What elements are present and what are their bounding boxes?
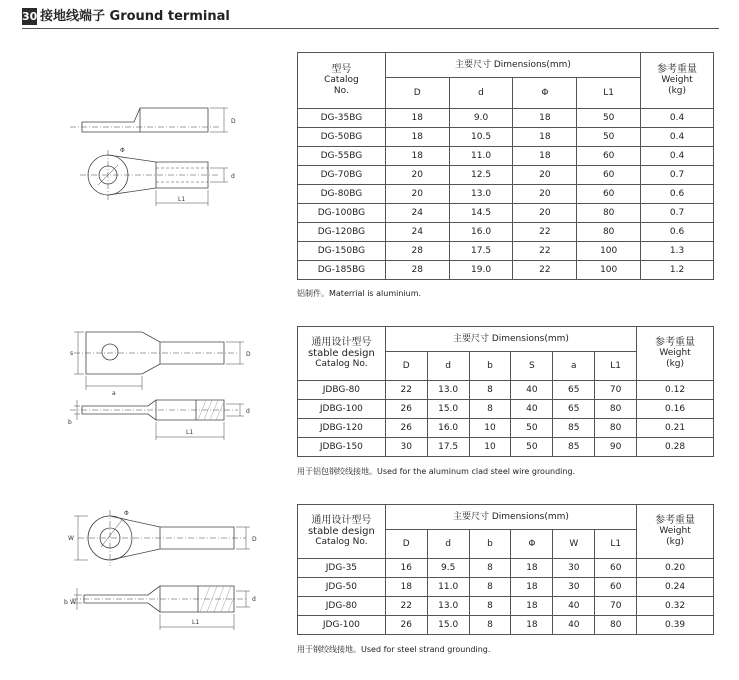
label-W: W	[70, 599, 76, 606]
column-header: D	[385, 530, 427, 559]
table-row	[298, 597, 714, 616]
cell: 50	[577, 109, 641, 128]
label-b: b	[64, 599, 68, 606]
cell: 40	[511, 381, 553, 400]
label-d: d	[246, 408, 250, 415]
cell: 20	[385, 185, 449, 204]
dimensions-header: 主要尺寸 Dimensions(mm)	[385, 53, 640, 78]
cell: 70	[595, 381, 637, 400]
cell: 65	[553, 400, 595, 419]
cell: 10	[469, 419, 511, 438]
cell: JDBG-120	[298, 419, 386, 438]
cell: 13.0	[449, 185, 513, 204]
cell: 16.0	[427, 419, 469, 438]
cell: 18	[385, 578, 427, 597]
cell: 22	[513, 242, 577, 261]
cell: 8	[469, 559, 511, 578]
cell: DG-55BG	[298, 147, 386, 166]
table2-note: 用于铝包钢绞线接地。Used for the aluminum clad steel wire grounding.	[297, 467, 576, 476]
cell: 11.0	[449, 147, 513, 166]
label-D: D	[231, 118, 236, 125]
column-header: L1	[595, 530, 637, 559]
cell: 0.4	[641, 147, 714, 166]
table-jdbg	[297, 326, 714, 457]
cell: 13.0	[427, 381, 469, 400]
catalog-header-en1: stable design	[307, 526, 375, 537]
cell: 26	[385, 400, 427, 419]
cell: 80	[595, 400, 637, 419]
label-L1: L1	[178, 196, 186, 203]
label-b: b	[68, 419, 72, 426]
cell: 20	[513, 204, 577, 223]
table-row	[298, 166, 714, 185]
cell: 24	[385, 204, 449, 223]
weight-header-unit: (kg)	[668, 86, 687, 96]
cell: 18	[511, 597, 553, 616]
cell: 85	[553, 438, 595, 457]
cell: DG-35BG	[298, 109, 386, 128]
cell: 0.4	[641, 128, 714, 147]
cell: 0.24	[637, 578, 714, 597]
cell: 0.12	[637, 381, 714, 400]
cell: 15.0	[427, 400, 469, 419]
weight-header-en: Weight	[659, 526, 691, 536]
cell: 8	[469, 597, 511, 616]
cell: 18	[385, 109, 449, 128]
weight-header-cn: 参考重量	[655, 515, 696, 526]
weight-header	[637, 327, 714, 381]
cell: JDG-50	[298, 578, 386, 597]
cell: 13.0	[427, 597, 469, 616]
cell: 0.16	[637, 400, 714, 419]
cell: 40	[553, 616, 595, 635]
column-header: L1	[577, 78, 641, 109]
cell: 28	[385, 242, 449, 261]
catalog-header	[298, 327, 386, 381]
catalog-header-en2: Catalog No.	[315, 537, 368, 547]
cell: 80	[595, 419, 637, 438]
cell: 11.0	[427, 578, 469, 597]
cell: 60	[595, 559, 637, 578]
cell: 60	[595, 578, 637, 597]
label-D: D	[246, 351, 251, 358]
cell: 100	[577, 261, 641, 280]
cell: 22	[513, 223, 577, 242]
cell: 90	[595, 438, 637, 457]
weight-header-cn: 参考重量	[655, 337, 696, 348]
column-header: W	[553, 530, 595, 559]
cell: 20	[385, 166, 449, 185]
cell: 16.0	[449, 223, 513, 242]
column-header: L1	[595, 352, 637, 381]
section-title: 接地线端子 Ground terminal	[40, 9, 230, 24]
column-header: d	[427, 530, 469, 559]
cell: 40	[511, 400, 553, 419]
cell: 22	[385, 597, 427, 616]
cell: 100	[577, 242, 641, 261]
label-phi: Φ	[120, 147, 125, 154]
cell: 0.39	[637, 616, 714, 635]
cell: 15.0	[427, 616, 469, 635]
column-header: a	[553, 352, 595, 381]
cell: 80	[577, 223, 641, 242]
column-header: b	[469, 352, 511, 381]
table-row	[298, 261, 714, 280]
cell: 8	[469, 578, 511, 597]
column-header: Φ	[513, 78, 577, 109]
table-row	[298, 419, 714, 438]
cell: 18	[385, 147, 449, 166]
cell: 18	[511, 616, 553, 635]
label-W: W	[68, 535, 74, 542]
label-phi: Φ	[124, 510, 129, 517]
cell: 18	[513, 109, 577, 128]
cell: 0.28	[637, 438, 714, 457]
cell: 26	[385, 616, 427, 635]
cell: 65	[553, 381, 595, 400]
table-row	[298, 242, 714, 261]
cell: 14.5	[449, 204, 513, 223]
label-d: d	[231, 173, 235, 180]
cell: DG-50BG	[298, 128, 386, 147]
catalog-header-cn: 型号	[331, 64, 352, 75]
column-header: d	[427, 352, 469, 381]
cell: 22	[385, 381, 427, 400]
cell: 1.2	[641, 261, 714, 280]
cell: 50	[577, 128, 641, 147]
cell: JDG-80	[298, 597, 386, 616]
cell: DG-80BG	[298, 185, 386, 204]
cell: 30	[385, 438, 427, 457]
table-row	[298, 381, 714, 400]
cell: 20	[513, 185, 577, 204]
table1-note: 铝制件。Materrial is aluminium.	[297, 289, 422, 298]
cell: 80	[577, 204, 641, 223]
weight-header	[637, 505, 714, 559]
cell: 80	[595, 616, 637, 635]
cell: 17.5	[427, 438, 469, 457]
cell: DG-70BG	[298, 166, 386, 185]
cell: DG-100BG	[298, 204, 386, 223]
cell: 10.5	[449, 128, 513, 147]
cell: DG-150BG	[298, 242, 386, 261]
catalog-header-en1: Catalog	[324, 75, 359, 85]
cell: 12.5	[449, 166, 513, 185]
label-d: d	[252, 596, 256, 603]
cell: 17.5	[449, 242, 513, 261]
label-s: s	[70, 350, 74, 357]
table-row	[298, 223, 714, 242]
cell: 1.3	[641, 242, 714, 261]
weight-header-en: Weight	[661, 75, 693, 85]
cell: 18	[513, 147, 577, 166]
cell: JDBG-100	[298, 400, 386, 419]
cell: 60	[577, 166, 641, 185]
cell: 30	[553, 578, 595, 597]
cell: JDG-100	[298, 616, 386, 635]
table3-note: 用于钢绞线接地。Used for steel strand grounding.	[297, 645, 491, 654]
weight-header-en: Weight	[659, 348, 691, 358]
table-row	[298, 400, 714, 419]
cell: 8	[469, 616, 511, 635]
cell: 0.7	[641, 204, 714, 223]
drawing-jdg-terminal	[60, 500, 270, 635]
drawing-jdbg-terminal	[60, 320, 270, 445]
cell: 60	[577, 185, 641, 204]
table-row	[298, 578, 714, 597]
weight-header	[641, 53, 714, 109]
column-header: D	[385, 352, 427, 381]
table-row	[298, 438, 714, 457]
cell: 50	[511, 438, 553, 457]
catalog-header-cn: 通用设计型号	[311, 337, 372, 348]
cell: 30	[553, 559, 595, 578]
cell: 85	[553, 419, 595, 438]
cell: 18	[511, 578, 553, 597]
cell: 0.4	[641, 109, 714, 128]
cell: JDBG-80	[298, 381, 386, 400]
cell: 0.6	[641, 185, 714, 204]
cell: 18	[385, 128, 449, 147]
dimensions-header: 主要尺寸 Dimensions(mm)	[385, 505, 636, 530]
section-number: 30	[22, 10, 38, 23]
cell: 40	[553, 597, 595, 616]
drawing-dg-terminal	[60, 100, 270, 215]
cell: 24	[385, 223, 449, 242]
cell: 0.6	[641, 223, 714, 242]
table-dg	[297, 52, 714, 280]
cell: 60	[577, 147, 641, 166]
cell: 10	[469, 438, 511, 457]
weight-header-unit: (kg)	[666, 537, 685, 547]
cell: DG-120BG	[298, 223, 386, 242]
cell: 28	[385, 261, 449, 280]
table-row	[298, 185, 714, 204]
cell: 0.21	[637, 419, 714, 438]
catalog-header	[298, 505, 386, 559]
catalog-header-en2: Catalog No.	[315, 359, 368, 369]
catalog-header-en1: stable design	[307, 348, 375, 359]
table-row	[298, 204, 714, 223]
table-row	[298, 128, 714, 147]
cell: 8	[469, 400, 511, 419]
label-D: D	[252, 536, 257, 543]
cell: 9.5	[427, 559, 469, 578]
cell: 70	[595, 597, 637, 616]
cell: 26	[385, 419, 427, 438]
cell: JDG-35	[298, 559, 386, 578]
cell: 50	[511, 419, 553, 438]
weight-header-cn: 参考重量	[657, 64, 698, 75]
cell: 18	[511, 559, 553, 578]
table-row	[298, 147, 714, 166]
cell: 0.7	[641, 166, 714, 185]
weight-header-unit: (kg)	[666, 359, 685, 369]
catalog-header	[298, 53, 386, 109]
header-divider	[22, 28, 719, 29]
cell: 8	[469, 381, 511, 400]
catalog-header-en2: No.	[333, 86, 349, 96]
table-row	[298, 109, 714, 128]
cell: 22	[513, 261, 577, 280]
dimensions-header: 主要尺寸 Dimensions(mm)	[385, 327, 636, 352]
table-row	[298, 616, 714, 635]
cell: DG-185BG	[298, 261, 386, 280]
column-header: b	[469, 530, 511, 559]
column-header: S	[511, 352, 553, 381]
table-row	[298, 559, 714, 578]
label-a: a	[112, 390, 116, 397]
table-jdg	[297, 504, 714, 635]
column-header: Φ	[511, 530, 553, 559]
column-header: d	[449, 78, 513, 109]
section-header	[22, 8, 719, 30]
cell: 9.0	[449, 109, 513, 128]
cell: 0.32	[637, 597, 714, 616]
cell: 19.0	[449, 261, 513, 280]
cell: 18	[513, 128, 577, 147]
label-L1: L1	[192, 619, 200, 626]
cell: JDBG-150	[298, 438, 386, 457]
cell: 16	[385, 559, 427, 578]
column-header: D	[385, 78, 449, 109]
cell: 20	[513, 166, 577, 185]
catalog-header-cn: 通用设计型号	[311, 515, 372, 526]
cell: 0.20	[637, 559, 714, 578]
label-L1: L1	[186, 429, 194, 436]
